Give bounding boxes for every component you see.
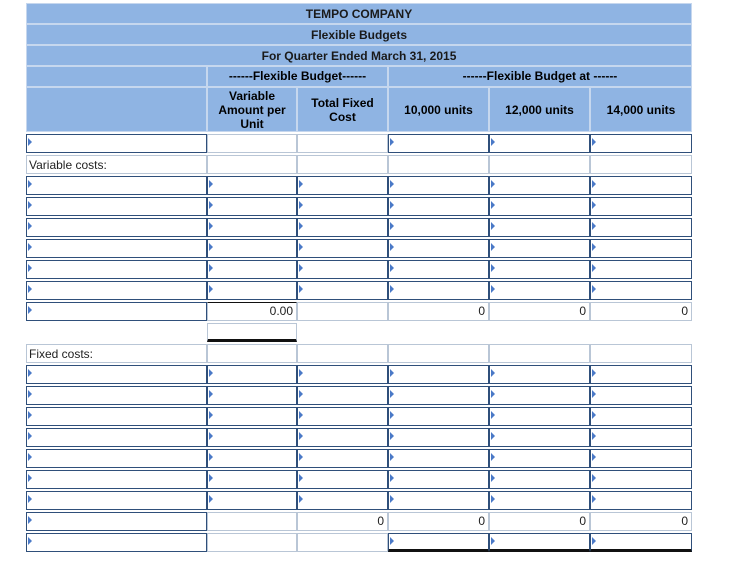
variable-fixed-input[interactable] [297,239,388,258]
total-variable-10000: 0 [388,302,489,321]
variable-12000-input[interactable] [489,260,590,279]
fixed-14000-input[interactable] [590,449,692,468]
variable-10000-input[interactable] [388,218,489,237]
fixed-12000-input[interactable] [489,365,590,384]
units-14000-input[interactable] [590,134,692,153]
variable-amount-cell [207,134,297,153]
variable-costs-label-blank [489,155,590,174]
variable-fixed-input[interactable] [297,197,388,216]
fixed-variable-amount-input[interactable] [207,386,297,405]
fixed-10000-input[interactable] [388,449,489,468]
fixed-14000-input[interactable] [590,365,692,384]
fixed-cost-description-input[interactable] [26,407,207,426]
total-fixed-cost: 0 [297,512,388,531]
total-fixed-costs-description-input[interactable] [26,512,207,531]
group-flexible-budget: ------Flexible Budget------ [207,66,388,87]
fixed-10000-input[interactable] [388,470,489,489]
fixed-cost-description-input[interactable] [26,470,207,489]
variable-costs-label-blank [590,155,692,174]
variable-costs-label-blank [297,155,388,174]
variable-costs-label-blank [207,155,297,174]
fixed-total-input[interactable] [297,407,388,426]
fixed-costs-label-blank [207,344,297,363]
description-input[interactable] [26,134,207,153]
fixed-12000-input[interactable] [489,470,590,489]
variable-12000-input[interactable] [489,176,590,195]
units-10000-input[interactable] [388,134,489,153]
group-flexible-budget-at: ------Flexible Budget at ------ [388,66,692,87]
variable-amount-input[interactable] [207,281,297,300]
variable-cost-description-input[interactable] [26,281,207,300]
variable-10000-input[interactable] [388,281,489,300]
group-blank [26,66,207,87]
variable-fixed-input[interactable] [297,176,388,195]
total-fixed-var-blank [207,512,297,531]
variable-14000-input[interactable] [590,239,692,258]
col-header-description [26,87,207,132]
variable-fixed-input[interactable] [297,281,388,300]
final-var-blank [207,533,297,552]
total-variable-12000: 0 [489,302,590,321]
fixed-14000-input[interactable] [590,491,692,510]
col-header-14000-units: 14,000 units [590,87,692,132]
group-header-row [26,66,692,87]
fixed-12000-input[interactable] [489,428,590,447]
variable-10000-input[interactable] [388,197,489,216]
fixed-costs-label: Fixed costs: [29,347,94,361]
variable-costs-label: Variable costs: [29,158,107,172]
variable-amount-input[interactable] [207,197,297,216]
fixed-cost-description-input[interactable] [26,449,207,468]
fixed-cost-description-input[interactable] [26,365,207,384]
variable-12000-input[interactable] [489,281,590,300]
fixed-costs-label-cell [26,344,207,363]
variable-cost-description-input[interactable] [26,239,207,258]
variable-amount-input[interactable] [207,239,297,258]
fixed-cost-description-input[interactable] [26,428,207,447]
variable-10000-input[interactable] [388,176,489,195]
fixed-cost-description-input[interactable] [26,386,207,405]
total-costs-14000-input[interactable] [590,533,692,552]
report-period: For Quarter Ended March 31, 2015 [26,45,692,66]
fixed-10000-input[interactable] [388,491,489,510]
fixed-12000-input[interactable] [489,407,590,426]
final-fixed-blank [297,533,388,552]
total-fixed-10000: 0 [388,512,489,531]
fixed-total-input[interactable] [297,470,388,489]
variable-14000-input[interactable] [590,260,692,279]
total-fixed-cell [297,134,388,153]
total-fixed-14000: 0 [590,512,692,531]
variable-amount-input[interactable] [207,260,297,279]
fixed-variable-amount-input[interactable] [207,428,297,447]
variable-10000-input[interactable] [388,260,489,279]
fixed-10000-input[interactable] [388,365,489,384]
variable-cost-description-input[interactable] [26,176,207,195]
variable-14000-input[interactable] [590,281,692,300]
fixed-variable-amount-input[interactable] [207,491,297,510]
fixed-14000-input[interactable] [590,407,692,426]
fixed-14000-input[interactable] [590,386,692,405]
variable-amount-input[interactable] [207,218,297,237]
fixed-variable-amount-input[interactable] [207,470,297,489]
variable-amount-input[interactable] [207,176,297,195]
total-variable-14000: 0 [590,302,692,321]
variable-cost-description-input[interactable] [26,260,207,279]
fixed-variable-amount-input[interactable] [207,407,297,426]
report-title: Flexible Budgets [26,24,692,45]
company-title: TEMPO COMPANY [26,3,692,24]
fixed-total-input[interactable] [297,491,388,510]
col-header-variable-amount: Variable Amount per Unit [207,87,297,132]
variable-12000-input[interactable] [489,197,590,216]
fixed-costs-label-blank [590,344,692,363]
total-variable-amount: 0.00 [207,302,297,321]
total-variable-costs-description-input[interactable] [26,302,207,321]
col-header-10000-units: 10,000 units [388,87,489,132]
variable-costs-label-blank [388,155,489,174]
fixed-total-input[interactable] [297,365,388,384]
fixed-12000-input[interactable] [489,449,590,468]
variable-amount-underline [207,323,297,342]
variable-fixed-input[interactable] [297,218,388,237]
variable-10000-input[interactable] [388,239,489,258]
fixed-cost-description-input[interactable] [26,491,207,510]
fixed-10000-input[interactable] [388,428,489,447]
fixed-costs-label-blank [297,344,388,363]
variable-12000-input[interactable] [489,239,590,258]
fixed-variable-amount-input[interactable] [207,365,297,384]
variable-cost-description-input[interactable] [26,218,207,237]
fixed-10000-input[interactable] [388,386,489,405]
variable-cost-description-input[interactable] [26,197,207,216]
col-header-12000-units: 12,000 units [489,87,590,132]
variable-costs-label-cell [26,155,207,174]
fixed-14000-input[interactable] [590,470,692,489]
col-header-total-fixed: Total Fixed Cost [297,87,388,132]
variable-14000-input[interactable] [590,197,692,216]
variable-14000-input[interactable] [590,218,692,237]
fixed-12000-input[interactable] [489,386,590,405]
variable-fixed-input[interactable] [297,260,388,279]
fixed-total-input[interactable] [297,449,388,468]
fixed-total-input[interactable] [297,428,388,447]
variable-14000-input[interactable] [590,176,692,195]
total-costs-description-input[interactable] [26,533,207,552]
units-12000-input[interactable] [489,134,590,153]
fixed-14000-input[interactable] [590,428,692,447]
total-variable-fixed-cell [297,302,388,321]
total-costs-10000-input[interactable] [388,533,489,552]
fixed-variable-amount-input[interactable] [207,449,297,468]
variable-12000-input[interactable] [489,218,590,237]
fixed-costs-label-blank [388,344,489,363]
fixed-costs-label-blank [489,344,590,363]
fixed-total-input[interactable] [297,386,388,405]
fixed-12000-input[interactable] [489,491,590,510]
total-costs-12000-input[interactable] [489,533,590,552]
total-fixed-12000: 0 [489,512,590,531]
fixed-10000-input[interactable] [388,407,489,426]
